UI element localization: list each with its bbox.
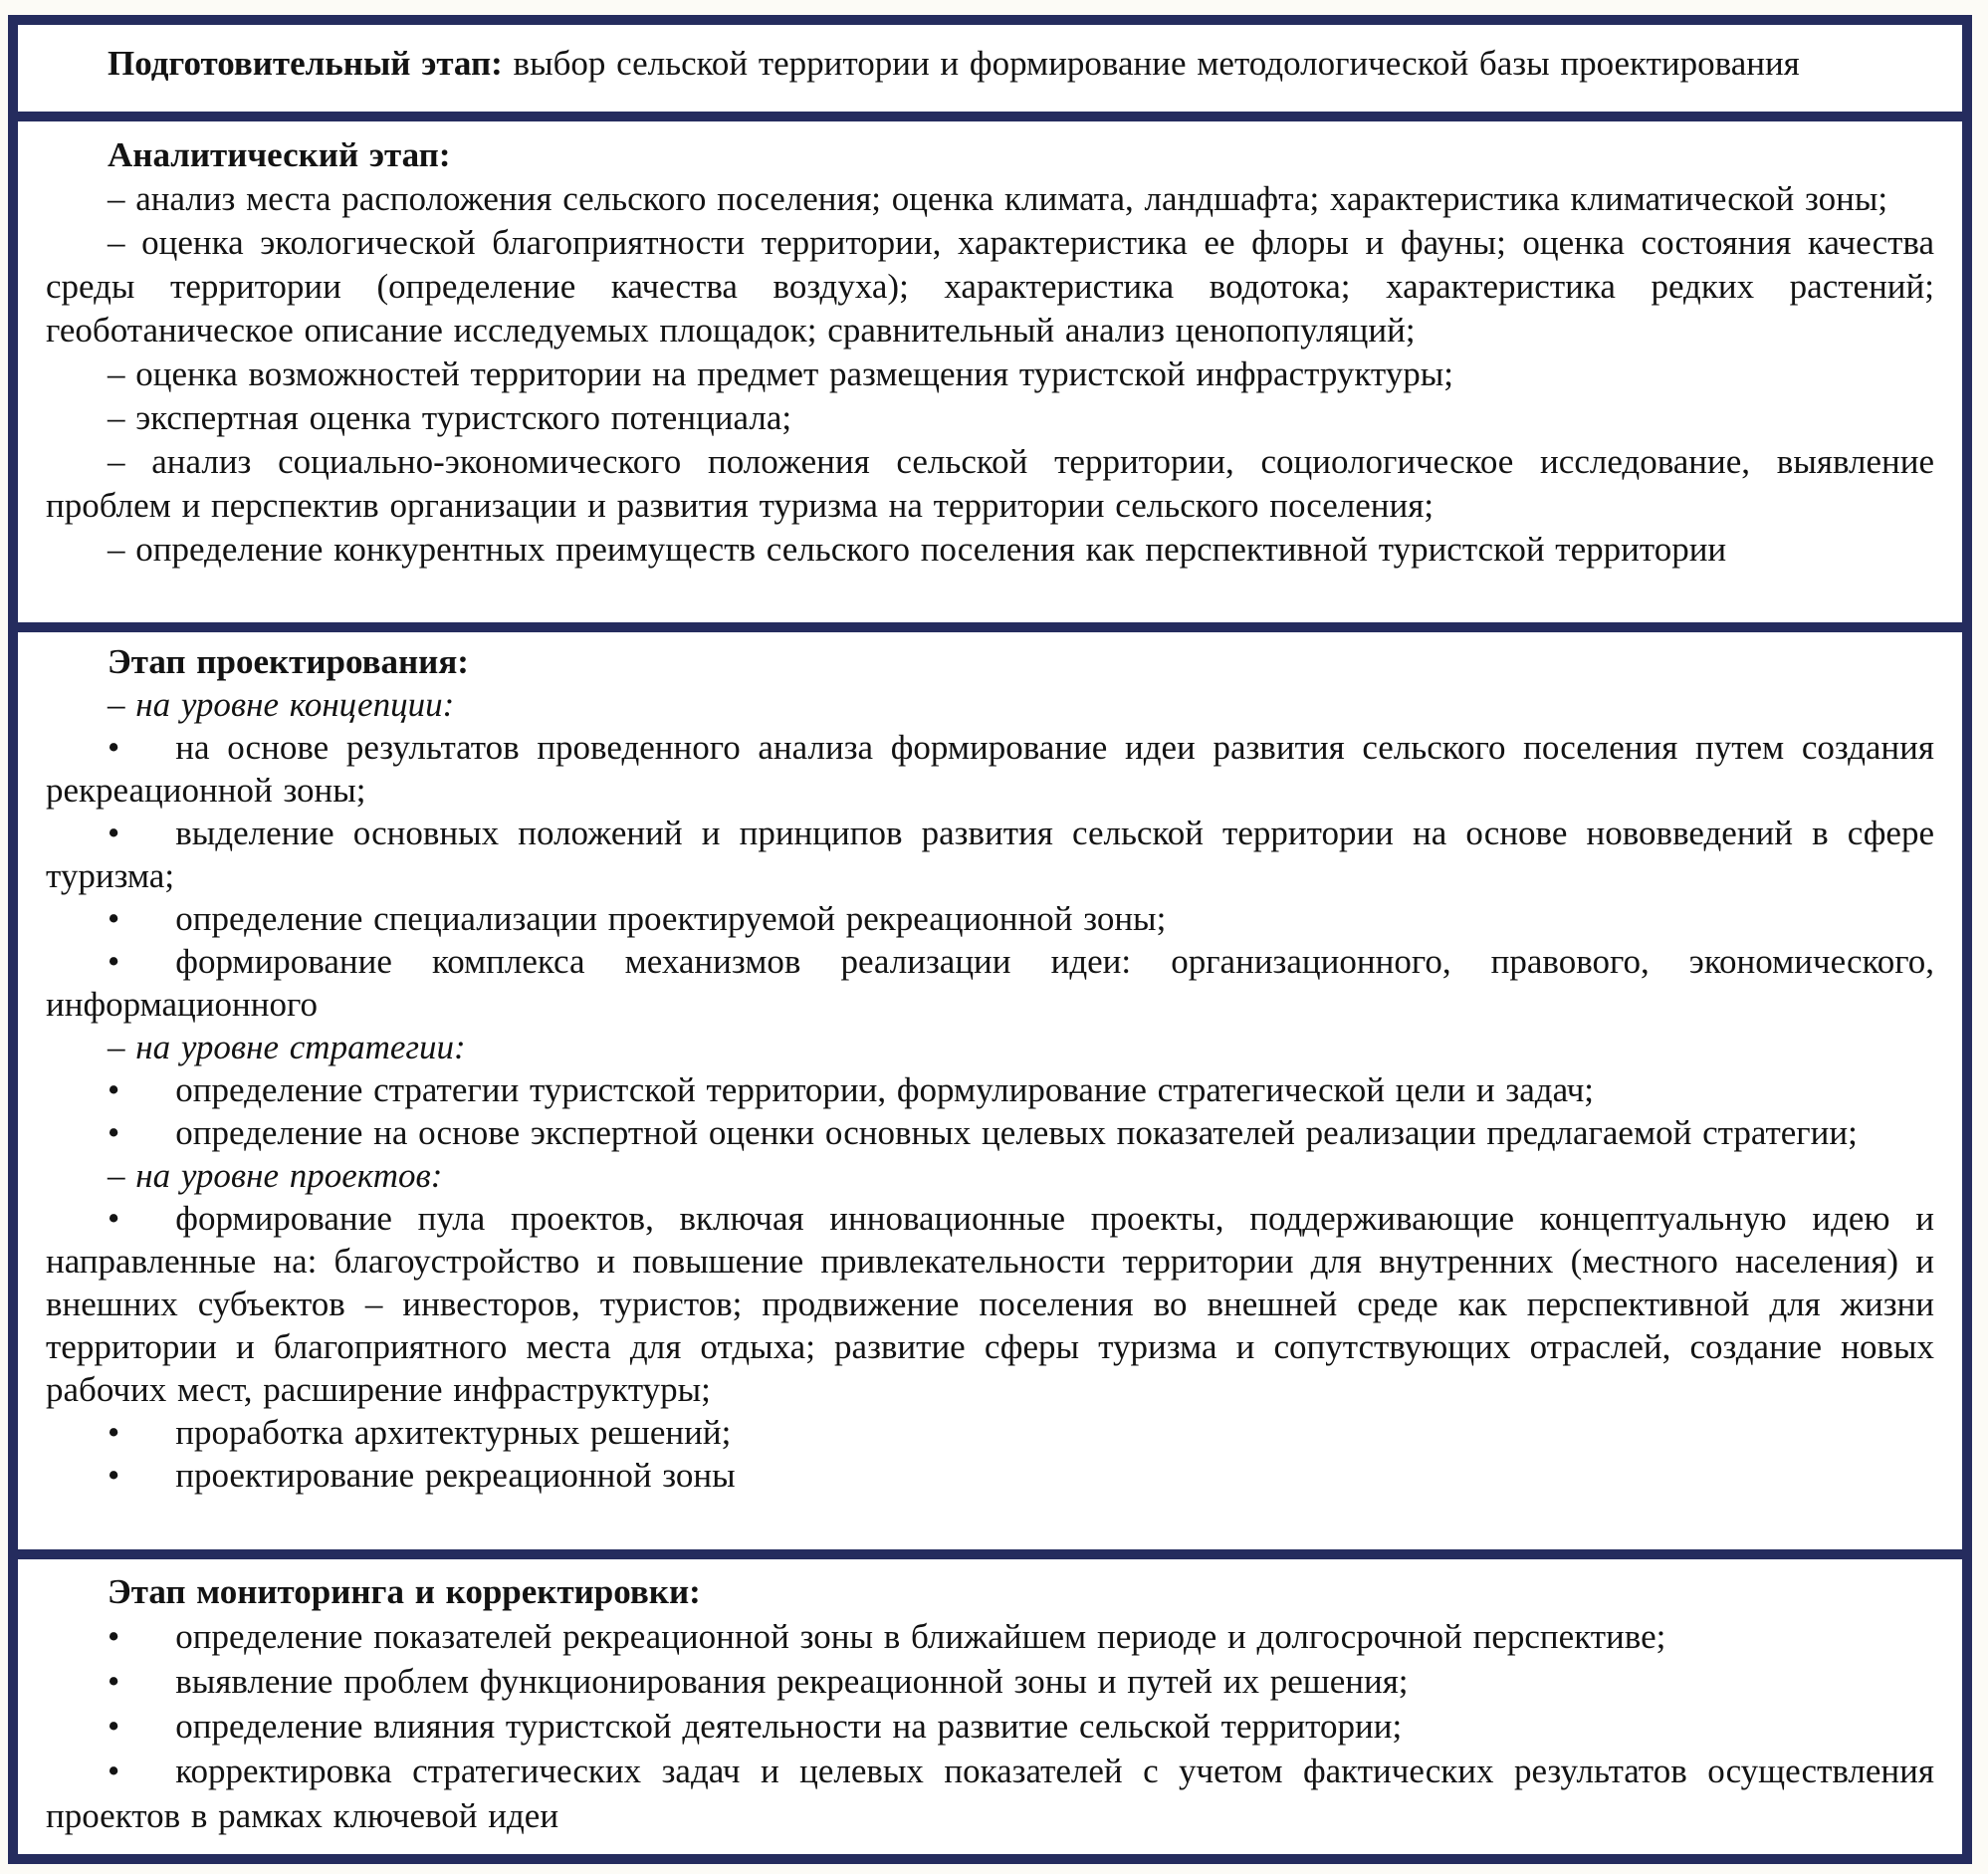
design-item-text: на основе результатов проведенного анализа формирование идеи развития сельского поселения путем создания рекреационной зоны;	[46, 728, 1934, 810]
design-item	[46, 1068, 1934, 1111]
monitoring-item	[46, 1614, 1934, 1659]
design-item	[46, 897, 1934, 940]
design-item	[46, 1411, 1934, 1454]
bullet-icon: •	[108, 1070, 120, 1109]
design-item	[46, 1197, 1934, 1411]
analytical-item: – определение конкурентных преимуществ сельского поселения как перспективной туристской территории	[108, 530, 1727, 569]
stage-monitoring-box	[18, 1559, 1962, 1854]
stage-preparatory-text: выбор сельской территории и формирование методологической базы проектирования	[513, 44, 1800, 83]
bullet-icon: •	[108, 1199, 120, 1238]
bullet-icon: •	[108, 1617, 120, 1656]
stage-analytical-box	[18, 121, 1962, 622]
monitoring-item	[46, 1659, 1934, 1704]
stage-preparatory-heading: Подготовительный этап:	[108, 44, 503, 83]
stage-monitoring-heading: Этап мониторинга и корректировки:	[108, 1572, 701, 1611]
design-item-text: выделение основных положений и принципов развития сельской территории на основе нововведений в сфере туризма;	[46, 814, 1934, 895]
stage-design-box	[18, 632, 1962, 1549]
design-item-text: определение на основе экспертной оценки основных целевых показателей реализации предлагаемой стратегии;	[175, 1113, 1858, 1152]
design-item	[46, 726, 1934, 812]
stage-design-heading: Этап проектирования:	[108, 642, 469, 681]
design-item-text: проектирование рекреационной зоны	[175, 1456, 736, 1495]
design-item-text: формирование пула проектов, включая инновационные проекты, поддерживающие концептуальную идею и направленные на: благоустройство и повышение привлекательности территории для внутренних (местного населения) и внешних субъектов – инвесторов, туристов; продвижение поселения во внешней среде как перспективной для жизни территории и благоприятного места для отдыха; развитие сферы туризма и сопутствующих отраслей, создание новых рабочих мест, расширение инфраструктуры;	[46, 1199, 1934, 1409]
design-item-text: определение специализации проектируемой рекреационной зоны;	[175, 899, 1167, 938]
design-item-text: формирование комплекса механизмов реализации идеи: организационного, правового, экономического, информационного	[46, 942, 1934, 1024]
bullet-icon: •	[108, 1413, 120, 1452]
bullet-icon: •	[108, 814, 120, 852]
bullet-icon: •	[108, 1456, 120, 1495]
design-level-concept: – на уровне концепции:	[108, 685, 455, 724]
bullet-icon: •	[108, 942, 120, 981]
design-item-text: проработка архитектурных решений;	[175, 1413, 732, 1452]
monitoring-item-text: выявление проблем функционирования рекреационной зоны и путей их решения;	[175, 1662, 1409, 1701]
design-level-strategy: – на уровне стратегии:	[108, 1028, 466, 1066]
bullet-icon: •	[108, 1662, 120, 1701]
bullet-icon: •	[108, 1752, 120, 1790]
stage-preparatory-box	[18, 25, 1962, 112]
monitoring-item	[46, 1749, 1934, 1838]
analytical-item: – оценка возможностей территории на предмет размещения туристской инфраструктуры;	[108, 354, 1453, 393]
design-item	[46, 1111, 1934, 1154]
bullet-icon: •	[108, 899, 120, 938]
design-level-projects: – на уровне проектов:	[108, 1156, 443, 1195]
design-item	[46, 940, 1934, 1026]
bullet-icon: •	[108, 728, 120, 767]
analytical-item: – экспертная оценка туристского потенциала;	[108, 398, 792, 437]
stage-preparatory-line	[46, 41, 1934, 86]
monitoring-item-text: определение показателей рекреационной зоны в ближайшем периоде и долгосрочной перспективе;	[175, 1617, 1666, 1656]
design-item-text: определение стратегии туристской территории, формулирование стратегической цели и задач;	[175, 1070, 1595, 1109]
design-item	[46, 1454, 1934, 1497]
analytical-item: – оценка экологической благоприятности территории, характеристика ее флоры и фауны; оценка состояния качества среды территории (определение качества воздуха); характеристика водотока; характеристика редких растений; геоботаническое описание исследуемых площадок; сравнительный анализ ценопопуляций;	[46, 223, 1934, 350]
design-item	[46, 812, 1934, 897]
stage-analytical-heading: Аналитический этап:	[108, 135, 451, 174]
monitoring-item-text: корректировка стратегических задач и целевых показателей с учетом фактических результатов осуществления проектов в рамках ключевой идеи	[46, 1752, 1934, 1835]
bullet-icon: •	[108, 1707, 120, 1746]
analytical-item: – анализ социально-экономического положения сельской территории, социологическое исследование, выявление проблем и перспектив организации и развития туризма на территории сельского поселения;	[46, 442, 1934, 525]
monitoring-item-text: определение влияния туристской деятельности на развитие сельской территории;	[175, 1707, 1403, 1746]
analytical-item: – анализ места расположения сельского поселения; оценка климата, ландшафта; характеристика климатической зоны;	[108, 179, 1888, 218]
monitoring-item	[46, 1704, 1934, 1749]
bullet-icon: •	[108, 1113, 120, 1152]
stages-diagram-frame	[8, 15, 1972, 1864]
